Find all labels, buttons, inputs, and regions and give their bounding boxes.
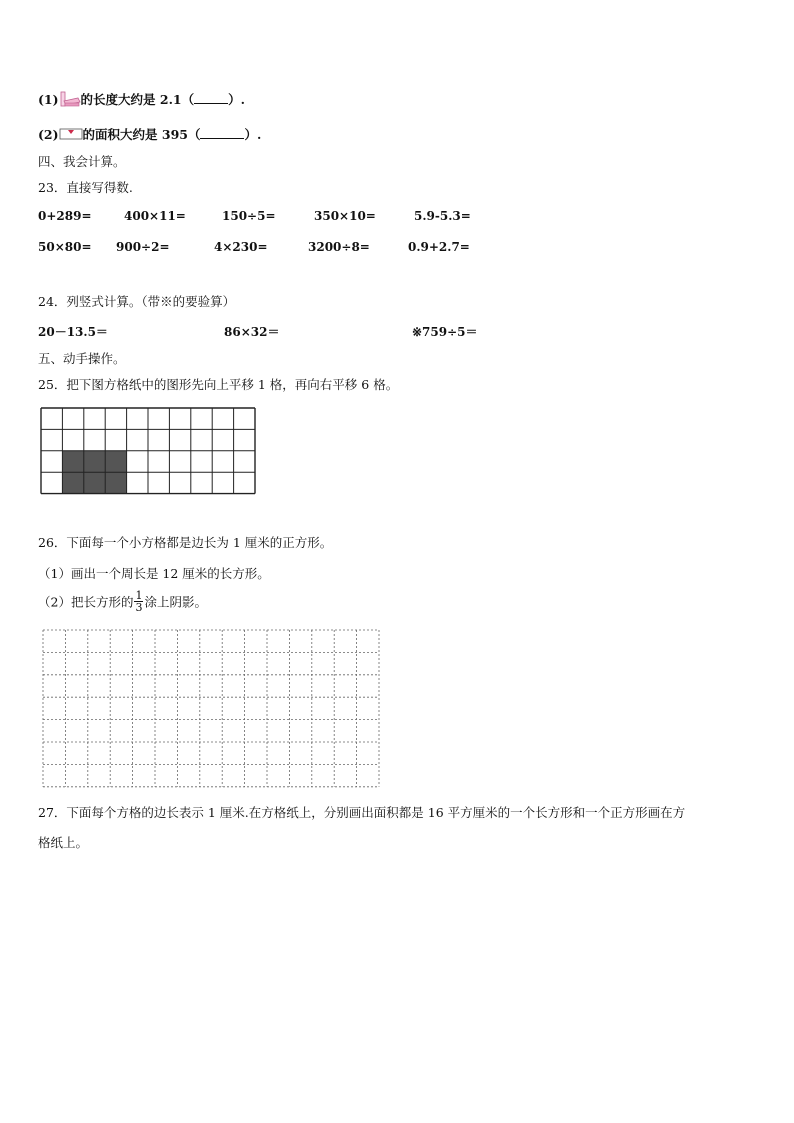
question-title: 25．把下图方格纸中的图形先向上平移 1 格，再向右平移 6 格。 [38, 377, 399, 392]
fraction: $\frac{1}{3}$ [135, 589, 143, 614]
calc-item: 350×10= [314, 209, 376, 223]
calc-item: 400×11= [124, 209, 186, 223]
calc-item: 150÷5= [222, 209, 276, 223]
calc-item: 5.9-5.3= [414, 209, 471, 223]
section-title: 四、我会计算。 [38, 154, 126, 169]
sub-question: （2）把长方形的 $\frac{1}{3}$ 涂上阴影。 [38, 589, 207, 614]
calc-item: 20－13.5＝ [38, 325, 108, 339]
section-title: 五、动手操作。 [38, 351, 126, 366]
calc-item: 86×32＝ [224, 325, 280, 339]
bed-icon [59, 90, 81, 111]
sub-question: （1）画出一个周长是 12 厘米的长方形。 [38, 566, 270, 581]
calc-item: 0+289= [38, 209, 92, 223]
calc-item: 0.9+2.7= [408, 240, 470, 254]
envelope-icon [59, 127, 83, 144]
calc-item: ※759÷5＝ [412, 325, 478, 339]
q22-item1: (1) 的长度大约是 2.1（ ）. [38, 90, 245, 111]
question-text: 格纸上。 [38, 835, 89, 850]
answer-blank[interactable] [194, 92, 228, 104]
drawing-grid[interactable] [42, 629, 382, 791]
calc-item: 50×80= [38, 240, 92, 254]
question-title: 24．列竖式计算。（带※的要验算） [38, 294, 236, 309]
answer-blank[interactable] [200, 127, 244, 139]
q22-item2: (2) 的面积大约是 395（ ）. [38, 127, 262, 142]
calc-item: 3200÷8= [308, 240, 370, 254]
calc-item: 4×230= [214, 240, 268, 254]
question-title: 23．直接写得数. [38, 180, 133, 195]
question-text: 27．下面每个方格的边长表示 1 厘米.在方格纸上，分别画出面积都是 16 平方厘米的一个长方形和一个正方形画在方 [38, 805, 686, 820]
translation-grid[interactable] [40, 407, 258, 495]
question-title: 26．下面每一个小方格都是边长为 1 厘米的正方形。 [38, 535, 333, 550]
calc-item: 900÷2= [116, 240, 170, 254]
